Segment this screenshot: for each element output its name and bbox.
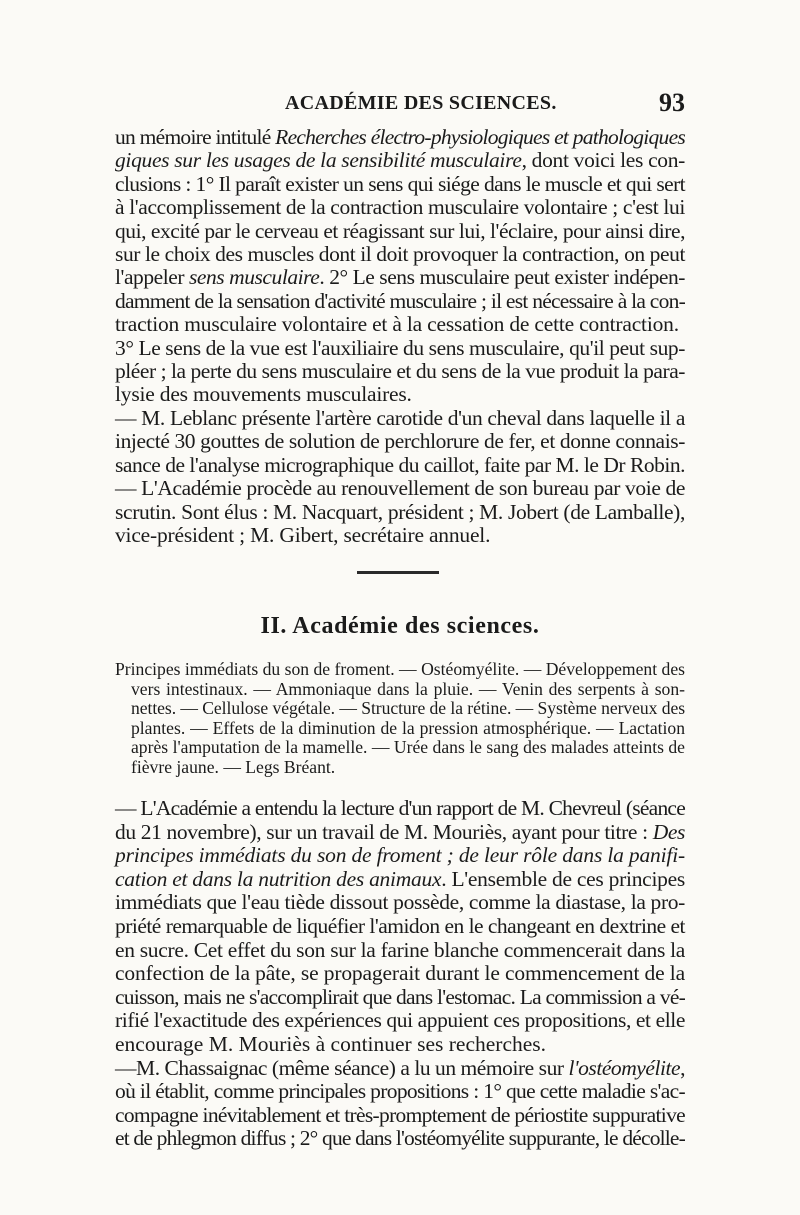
text-line: et de phlegmon diffus ; 2° que dans l'ostéomyélite suppurante, le décolle- — [115, 1126, 685, 1151]
text-line: vice-président ; M. Gibert, secrétaire annuel. — [115, 522, 491, 547]
page-header — [115, 88, 685, 122]
text-line: l'appeler sens musculaire. 2° Le sens musculaire peut exister indépen- — [115, 265, 686, 290]
text-line: en sucre. Cet effet du son sur la farine blanche commencerait dans la — [115, 937, 685, 962]
text-line: compagne inévitablement et très-promptement de périostite suppurative — [115, 1102, 685, 1127]
summary-line: vers intestinaux. — Ammoniaque dans la pluie. — Venin des serpents à son- — [131, 678, 685, 699]
text-line: sur le choix des muscles dont il doit provoquer la contraction, on peut — [115, 242, 685, 267]
text-line: damment de la sensation d'activité musculaire ; il est nécessaire à la con- — [115, 288, 685, 313]
text-line: 3° Le sens de la vue est l'auxiliaire du sens musculaire, qu'il peut sup- — [115, 335, 685, 360]
section-heading: II. Académie des sciences. — [260, 613, 540, 639]
text-line: confection de la pâte, se propagerait durant le commencement de la — [115, 961, 685, 986]
text-line: rifié l'exactitude des expériences qui appuient ces propositions, et elle — [115, 1008, 685, 1033]
summary-line: fièvre jaune. — Legs Bréant. — [131, 756, 336, 777]
text-line: clusions : 1° Il paraît exister un sens qui siége dans le muscle et qui sert — [115, 171, 685, 196]
text-line: scrutin. Sont élus : M. Nacquart, président ; M. Jobert (de Lamballe), — [115, 499, 685, 524]
text-line: — L'Académie a entendu la lecture d'un rapport de M. Chevreul (séance — [115, 796, 685, 820]
text-line: où il établit, comme principales propositions : 1° que cette maladie s'ac- — [115, 1079, 685, 1104]
text-line: sance de l'analyse micrographique du caillot, faite par M. le Dr Robin. — [115, 452, 685, 477]
paragraph-rapport-chevreul — [115, 797, 685, 1151]
text-line: cation et dans la nutrition des animaux. L'ensemble de ces principes — [115, 866, 685, 891]
text-line: principes immédiats du son de froment ; de leur rôle dans la panifi- — [115, 843, 685, 868]
text-line: injecté 30 gouttes de solution de perchlorure de fer, et donne connais- — [115, 429, 685, 454]
text-line: — M. Leblanc présente l'artère carotide d'un cheval dans laquelle il a — [115, 405, 685, 430]
text-line: pléer ; la perte du sens musculaire et du sens de la vue produit la para- — [115, 359, 685, 384]
text-line: un mémoire intitulé Recherches électro-physiologiques et pathologiques — [115, 125, 685, 149]
paragraph-memoire-sens-musculaire — [115, 126, 685, 547]
summary-line: Principes immédiats du son de froment. — Ostéomyélite. — Développement des — [115, 659, 685, 679]
text-line: —M. Chassaignac (même séance) a lu un mémoire sur l'ostéomyélite, — [115, 1055, 686, 1080]
text-line: immédiats que l'eau tiède dissout possède, comme la diastase, la pro- — [115, 890, 685, 915]
text-line: cuisson, mais ne s'accomplirait que dans l'estomac. La commission a vé- — [115, 984, 685, 1009]
section-summary — [115, 660, 685, 777]
text-line: lysie des mouvements musculaires. — [115, 382, 412, 407]
text-line: du 21 novembre), sur un travail de M. Mouriès, ayant pour titre : Des — [115, 819, 685, 844]
text-line: encourage M. Mouriès à continuer ses recherches. — [115, 1031, 547, 1056]
summary-line: nettes. — Cellulose végétale. — Structure de la rétine. — Système nerveux des — [131, 698, 685, 718]
summary-line: après l'amputation de la mamelle. — Urée dans le sang des malades atteints de — [131, 737, 685, 757]
text-line: qui, excité par le cerveau et réagissant sur lui, l'éclaire, pour ainsi dire, — [115, 218, 685, 243]
section-divider — [357, 571, 439, 574]
text-line: giques sur les usages de la sensibilité musculaire, dont voici les con- — [115, 148, 685, 173]
text-line: traction musculaire volontaire et à la cessation de cette contraction. — [115, 312, 679, 337]
running-title: ACADÉMIE DES SCIENCES. — [285, 92, 557, 114]
page-number: 93 — [659, 88, 685, 117]
text-line: priété remarquable de liquéfier l'amidon en le changeant en dextrine et — [115, 913, 685, 938]
summary-line: plantes. — Effets de la diminution de la pression atmosphérique. — Lactation — [131, 717, 685, 738]
text-line: — L'Académie procède au renouvellement de son bureau par voie de — [115, 476, 685, 501]
text-line: à l'accomplissement de la contraction musculaire volontaire ; c'est lui — [115, 195, 685, 220]
